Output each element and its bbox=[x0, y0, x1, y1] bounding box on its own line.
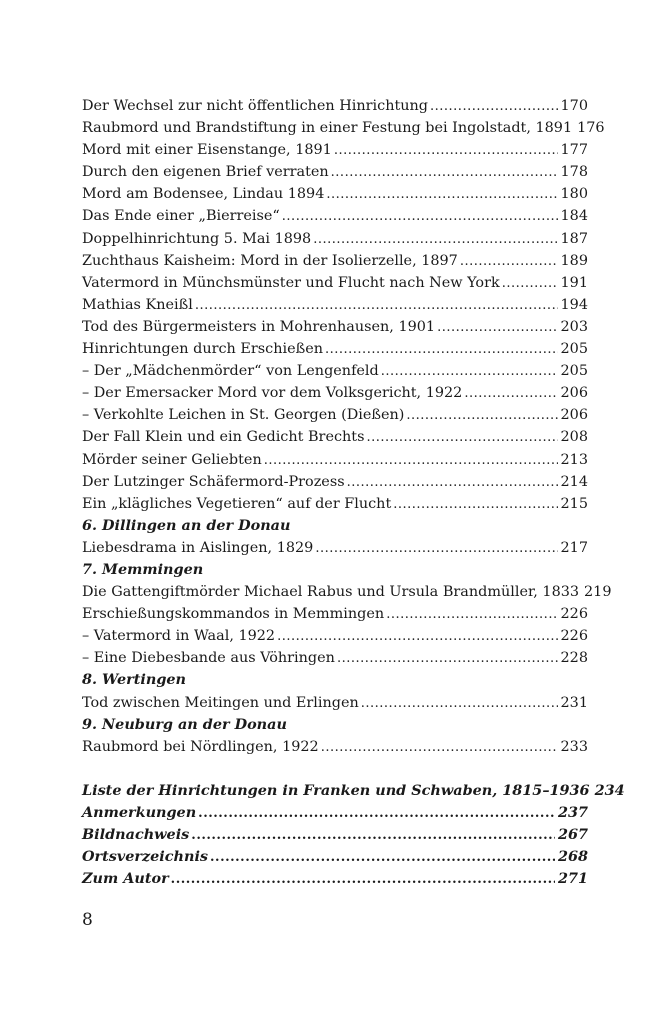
appendix-entry bbox=[82, 868, 588, 890]
appendix-entry bbox=[82, 846, 588, 868]
appendix-entry-page: 237 bbox=[557, 804, 588, 821]
toc-entry bbox=[82, 228, 588, 250]
toc-entry-page: 217 bbox=[560, 539, 588, 556]
toc-entry-page: 170 bbox=[560, 98, 588, 114]
toc-entry-page: 215 bbox=[560, 495, 588, 512]
leader-dots bbox=[502, 273, 558, 295]
section-heading-title: 9. Neuburg an der Donau bbox=[82, 715, 287, 733]
toc-entry-title: – Vatermord in Waal, 1922 bbox=[82, 628, 276, 645]
toc-entry-title: Hinrichtungen durch Erschießen bbox=[82, 341, 323, 358]
toc-entry-title: Ein „klägliches Vegetieren“ auf der Flucht bbox=[82, 495, 392, 512]
toc-entry-title: Raubmord und Brandstiftung in einer Festung bei Ingolstadt, 1891 bbox=[82, 120, 573, 137]
toc-entry-page: 177 bbox=[560, 142, 588, 159]
toc-entry bbox=[82, 581, 612, 603]
toc-entry-title: Mord mit einer Eisenstange, 1891 bbox=[82, 142, 332, 159]
section-heading bbox=[82, 515, 588, 537]
toc-entry bbox=[82, 404, 588, 426]
leader-dots bbox=[366, 427, 557, 449]
toc-entry bbox=[82, 692, 588, 714]
toc-entry bbox=[82, 338, 588, 360]
appendix-entry bbox=[82, 780, 625, 802]
toc-entry bbox=[82, 382, 588, 404]
toc-entry-page: 206 bbox=[560, 385, 588, 402]
section-spacer bbox=[82, 758, 588, 780]
appendix-entry-title: Liste der Hinrichtungen in Franken und Schwaben, 1815–1936 bbox=[82, 781, 590, 799]
appendix-entry bbox=[82, 824, 588, 846]
toc-entry bbox=[82, 250, 588, 272]
toc-entry-page: 206 bbox=[560, 407, 588, 424]
page-number: 8 bbox=[82, 910, 93, 930]
leader-dots bbox=[264, 450, 558, 472]
toc-entry bbox=[82, 537, 588, 559]
toc-entry bbox=[82, 471, 588, 493]
table-of-contents bbox=[82, 95, 625, 890]
leader-dots bbox=[282, 206, 558, 228]
toc-entry-page: 205 bbox=[560, 341, 588, 358]
toc-entry bbox=[82, 493, 588, 515]
toc-entry-page: 203 bbox=[560, 318, 588, 335]
leader-dots bbox=[321, 737, 558, 759]
toc-entry-page: 180 bbox=[560, 186, 588, 203]
appendix-entry-page: 268 bbox=[557, 848, 588, 866]
toc-entry-page: 231 bbox=[560, 694, 588, 711]
leader-dots bbox=[464, 383, 557, 405]
leader-dots bbox=[210, 847, 555, 869]
section-heading-title: 6. Dillingen an der Donau bbox=[82, 516, 291, 534]
leader-dots bbox=[326, 184, 557, 206]
leader-dots bbox=[171, 869, 555, 891]
toc-entry bbox=[82, 95, 588, 117]
section-heading bbox=[82, 669, 588, 691]
toc-entry bbox=[82, 449, 588, 471]
toc-entry-page: 194 bbox=[560, 296, 588, 313]
toc-entry bbox=[82, 183, 588, 205]
toc-entry-page: 228 bbox=[560, 650, 588, 667]
toc-entry bbox=[82, 736, 588, 758]
toc-entry-title: Vatermord in Münchsmünster und Flucht nach New York bbox=[82, 274, 500, 291]
appendix-entry-title: Zum Autor bbox=[82, 870, 169, 888]
toc-entry-title: Doppelhinrichtung 5. Mai 1898 bbox=[82, 230, 312, 247]
toc-entry-page: 176 bbox=[577, 120, 605, 137]
leader-dots bbox=[334, 140, 558, 162]
toc-entry bbox=[82, 139, 588, 161]
section-heading bbox=[82, 714, 588, 736]
toc-entry-page: 226 bbox=[560, 606, 588, 623]
leader-dots bbox=[430, 96, 558, 118]
leader-dots bbox=[195, 295, 558, 317]
leader-dots bbox=[198, 803, 555, 825]
toc-entry-title: Mathias Kneißl bbox=[82, 296, 193, 313]
toc-entry-title: Die Gattengiftmörder Michael Rabus und Ursula Brandmüller, 1833 bbox=[82, 584, 580, 601]
leader-dots bbox=[191, 825, 555, 847]
toc-entry-page: 233 bbox=[560, 738, 588, 755]
toc-entry-page: 205 bbox=[560, 363, 588, 380]
toc-entry-page: 219 bbox=[584, 584, 612, 601]
appendix-entry-title: Ortsverzeichnis bbox=[82, 848, 209, 866]
toc-entry bbox=[82, 117, 605, 139]
toc-entry bbox=[82, 625, 588, 647]
leader-dots bbox=[406, 405, 557, 427]
toc-entry-page: 189 bbox=[560, 252, 588, 269]
leader-dots bbox=[325, 339, 558, 361]
toc-entry-title: Der Lutzinger Schäfermord-Prozess bbox=[82, 473, 345, 490]
leader-dots bbox=[437, 317, 557, 339]
toc-entry-title: Durch den eigenen Brief verraten bbox=[82, 164, 329, 181]
toc-entry-title: Erschießungskommandos in Memmingen bbox=[82, 606, 385, 623]
appendix-entry-page: 234 bbox=[594, 781, 625, 799]
toc-entry-title: – Der „Mädchenmörder“ von Lengenfeld bbox=[82, 363, 379, 380]
toc-entry bbox=[82, 294, 588, 316]
section-heading-title: 7. Memmingen bbox=[82, 560, 204, 578]
toc-entry-page: 187 bbox=[560, 230, 588, 247]
toc-entry-page: 184 bbox=[560, 208, 588, 225]
appendix-entry-title: Bildnachweis bbox=[82, 826, 190, 844]
leader-dots bbox=[386, 604, 557, 626]
toc-entry bbox=[82, 272, 588, 294]
toc-entry bbox=[82, 603, 588, 625]
toc-entry-title: Der Fall Klein und ein Gedicht Brechts bbox=[82, 429, 365, 446]
leader-dots bbox=[331, 162, 558, 184]
toc-entry-title: – Verkohlte Leichen in St. Georgen (Dießen) bbox=[82, 407, 405, 424]
leader-dots bbox=[337, 648, 558, 670]
appendix-entry bbox=[82, 802, 588, 824]
toc-entry-title: Liebesdrama in Aislingen, 1829 bbox=[82, 539, 314, 556]
toc-entry-title: Mörder seiner Geliebten bbox=[82, 451, 262, 468]
toc-entry-title: Der Wechsel zur nicht öffentlichen Hinrichtung bbox=[82, 98, 429, 114]
toc-entry-title: – Eine Diebesbande aus Vöhringen bbox=[82, 650, 335, 667]
leader-dots bbox=[315, 538, 557, 560]
toc-entry-title: – Der Emersacker Mord vor dem Volksgericht, 1922 bbox=[82, 385, 463, 402]
leader-dots bbox=[313, 229, 557, 251]
toc-entry-page: 191 bbox=[560, 274, 588, 291]
toc-entry-title: Tod des Bürgermeisters in Mohrenhausen, 1901 bbox=[82, 318, 436, 335]
toc-entry bbox=[82, 360, 588, 382]
appendix-entry-page: 271 bbox=[557, 870, 588, 888]
leader-dots bbox=[277, 626, 557, 648]
toc-entry-title: Mord am Bodensee, Lindau 1894 bbox=[82, 186, 325, 203]
toc-entry-page: 214 bbox=[560, 473, 588, 490]
toc-entry bbox=[82, 316, 588, 338]
toc-entry-title: Tod zwischen Meitingen und Erlingen bbox=[82, 694, 359, 711]
toc-entry bbox=[82, 205, 588, 227]
appendix-entry-page: 267 bbox=[557, 826, 588, 844]
leader-dots bbox=[381, 361, 558, 383]
leader-dots bbox=[393, 494, 557, 516]
toc-entry-page: 178 bbox=[560, 164, 588, 181]
toc-entry-page: 208 bbox=[560, 429, 588, 446]
section-heading bbox=[82, 559, 588, 581]
toc-entry-page: 226 bbox=[560, 628, 588, 645]
section-heading-title: 8. Wertingen bbox=[82, 671, 187, 689]
toc-entry-page: 213 bbox=[560, 451, 588, 468]
leader-dots bbox=[361, 693, 558, 715]
toc-entry bbox=[82, 426, 588, 448]
toc-entry bbox=[82, 647, 588, 669]
appendix-entry-title: Anmerkungen bbox=[82, 804, 197, 821]
toc-entry-title: Raubmord bei Nördlingen, 1922 bbox=[82, 738, 319, 755]
toc-entry-title: Zuchthaus Kaisheim: Mord in der Isolierzelle, 1897 bbox=[82, 252, 458, 269]
leader-dots bbox=[460, 251, 558, 273]
toc-entry bbox=[82, 161, 588, 183]
toc-entry-title: Das Ende einer „Bierreise“ bbox=[82, 208, 280, 225]
leader-dots bbox=[347, 472, 558, 494]
